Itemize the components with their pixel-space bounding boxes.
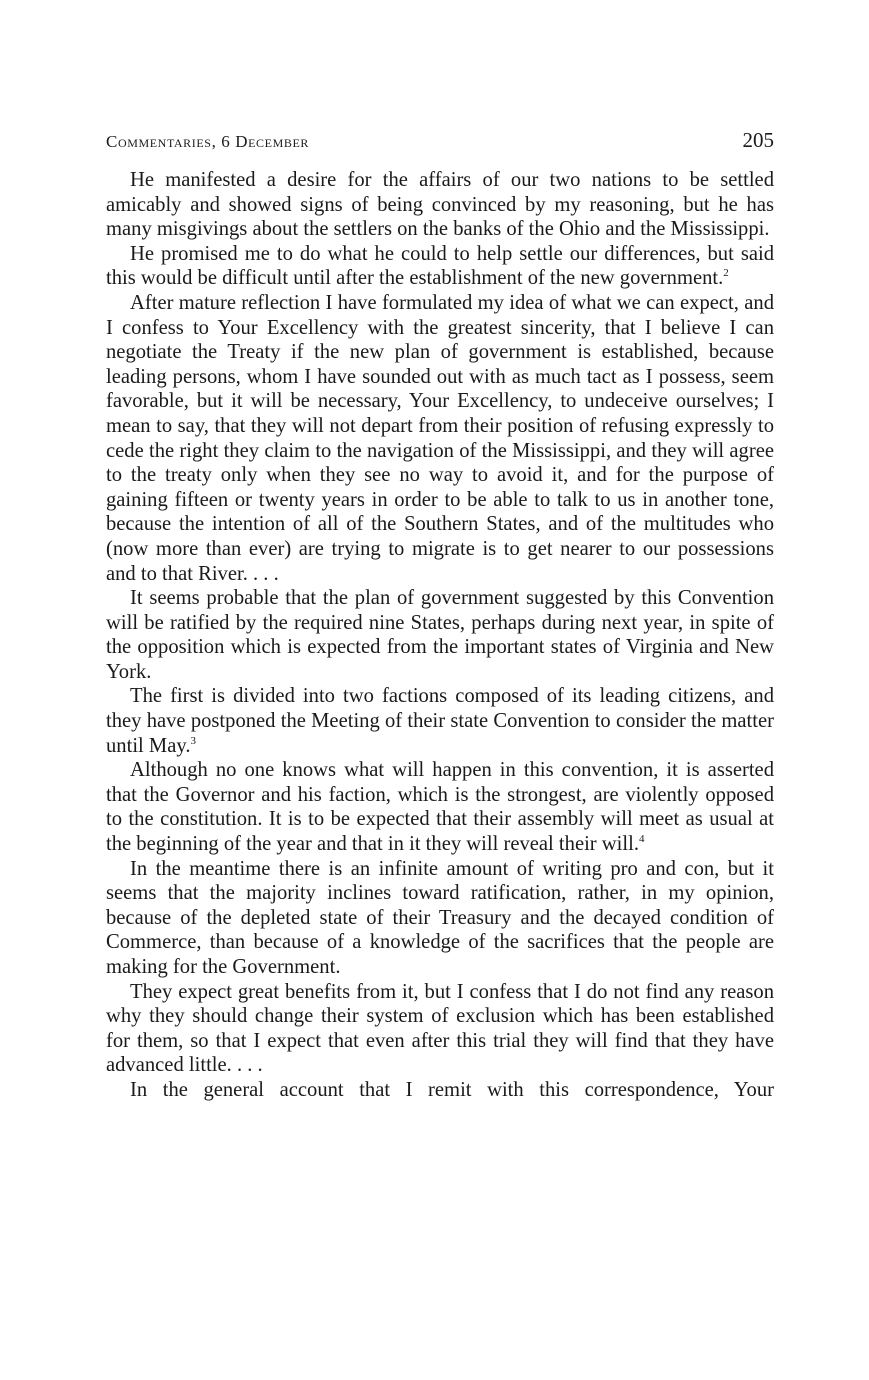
paragraph (106, 168, 774, 242)
paragraph-text: In the meantime there is an infinite amount of writing pro and con, but it seems that the majority inclines toward ratification, rather, in my opinion, because of the depleted state of their Treasury and the decayed condition of Commerce, than because of a knowledge of the sacrifices that the people are making for the Government. (106, 857, 774, 978)
paragraph-text: He manifested a desire for the affairs of our two nations to be settled amicably and showed signs of being convinced by my reasoning, but he has many misgivings about the settlers on the banks of the Ohio and the Mississippi. (106, 169, 774, 241)
footnote-marker: 4 (639, 833, 645, 846)
paragraph-text: They expect great benefits from it, but I confess that I do not find any reason why they should change their system of exclusion which has been established for them, so that I expect that even after this trial they will find that they have advanced little. . . . (106, 980, 774, 1077)
paragraph-text: After mature reflection I have formulated my idea of what we can expect, and I confess to Your Excellency with the greatest sincerity, that I believe I can negotiate the Treaty if the new plan of government is established, because leading persons, whom I have sounded out with as much tact as I possess, seem favorable, but it will be necessary, Your Excellency, to undeceive ourselves; I mean to say, that they will not depart from their position of refusing expressly to cede the right they claim to the navigation of the Mississippi, and they will agree to the treaty only when they see no way to avoid it, and for the purpose of gaining fifteen or twenty years in order to be able to talk to us in another tone, because the intention of all of the Southern States, and of the multitudes who (now more than ever) are trying to migrate is to get nearer to our possessions and to that River. . . . (106, 291, 774, 585)
paragraph-text: In the general account that I remit with this correspondence, Your (130, 1078, 774, 1101)
footnote-marker: 3 (190, 734, 196, 747)
paragraph-text: It seems probable that the plan of government suggested by this Convention will be ratified by the required nine States, perhaps during next year, in spite of the opposition which is expected from the important states of Virginia and New York. (106, 587, 774, 683)
paragraph (106, 586, 774, 684)
paragraph (106, 684, 774, 758)
paragraph-text: He promised me to do what he could to help settle our differences, but said this would be difficult until after the establishment of the new government. (106, 242, 774, 290)
paragraph (106, 242, 774, 291)
footnote-marker: 2 (723, 267, 729, 280)
paragraph (106, 857, 774, 980)
body-text (106, 168, 774, 1103)
page-number: 205 (742, 128, 774, 152)
paragraph (106, 980, 774, 1078)
paragraph (106, 758, 774, 856)
running-head (106, 128, 774, 168)
paragraph (106, 1078, 774, 1103)
paragraph-text: The first is divided into two factions composed of its leading citizens, and they have postponed the Meeting of their state Convention to consider the matter until May. (106, 685, 774, 757)
page (106, 128, 774, 1103)
section-title: Commentaries, 6 December (106, 132, 309, 151)
paragraph-text: Although no one knows what will happen in this convention, it is asserted that the Governor and his faction, which is the strongest, are violently opposed to the constitution. It is to be expected that their assembly will meet as usual at the beginning of the year and that in it they will reveal their will. (106, 759, 774, 856)
paragraph (106, 291, 774, 586)
